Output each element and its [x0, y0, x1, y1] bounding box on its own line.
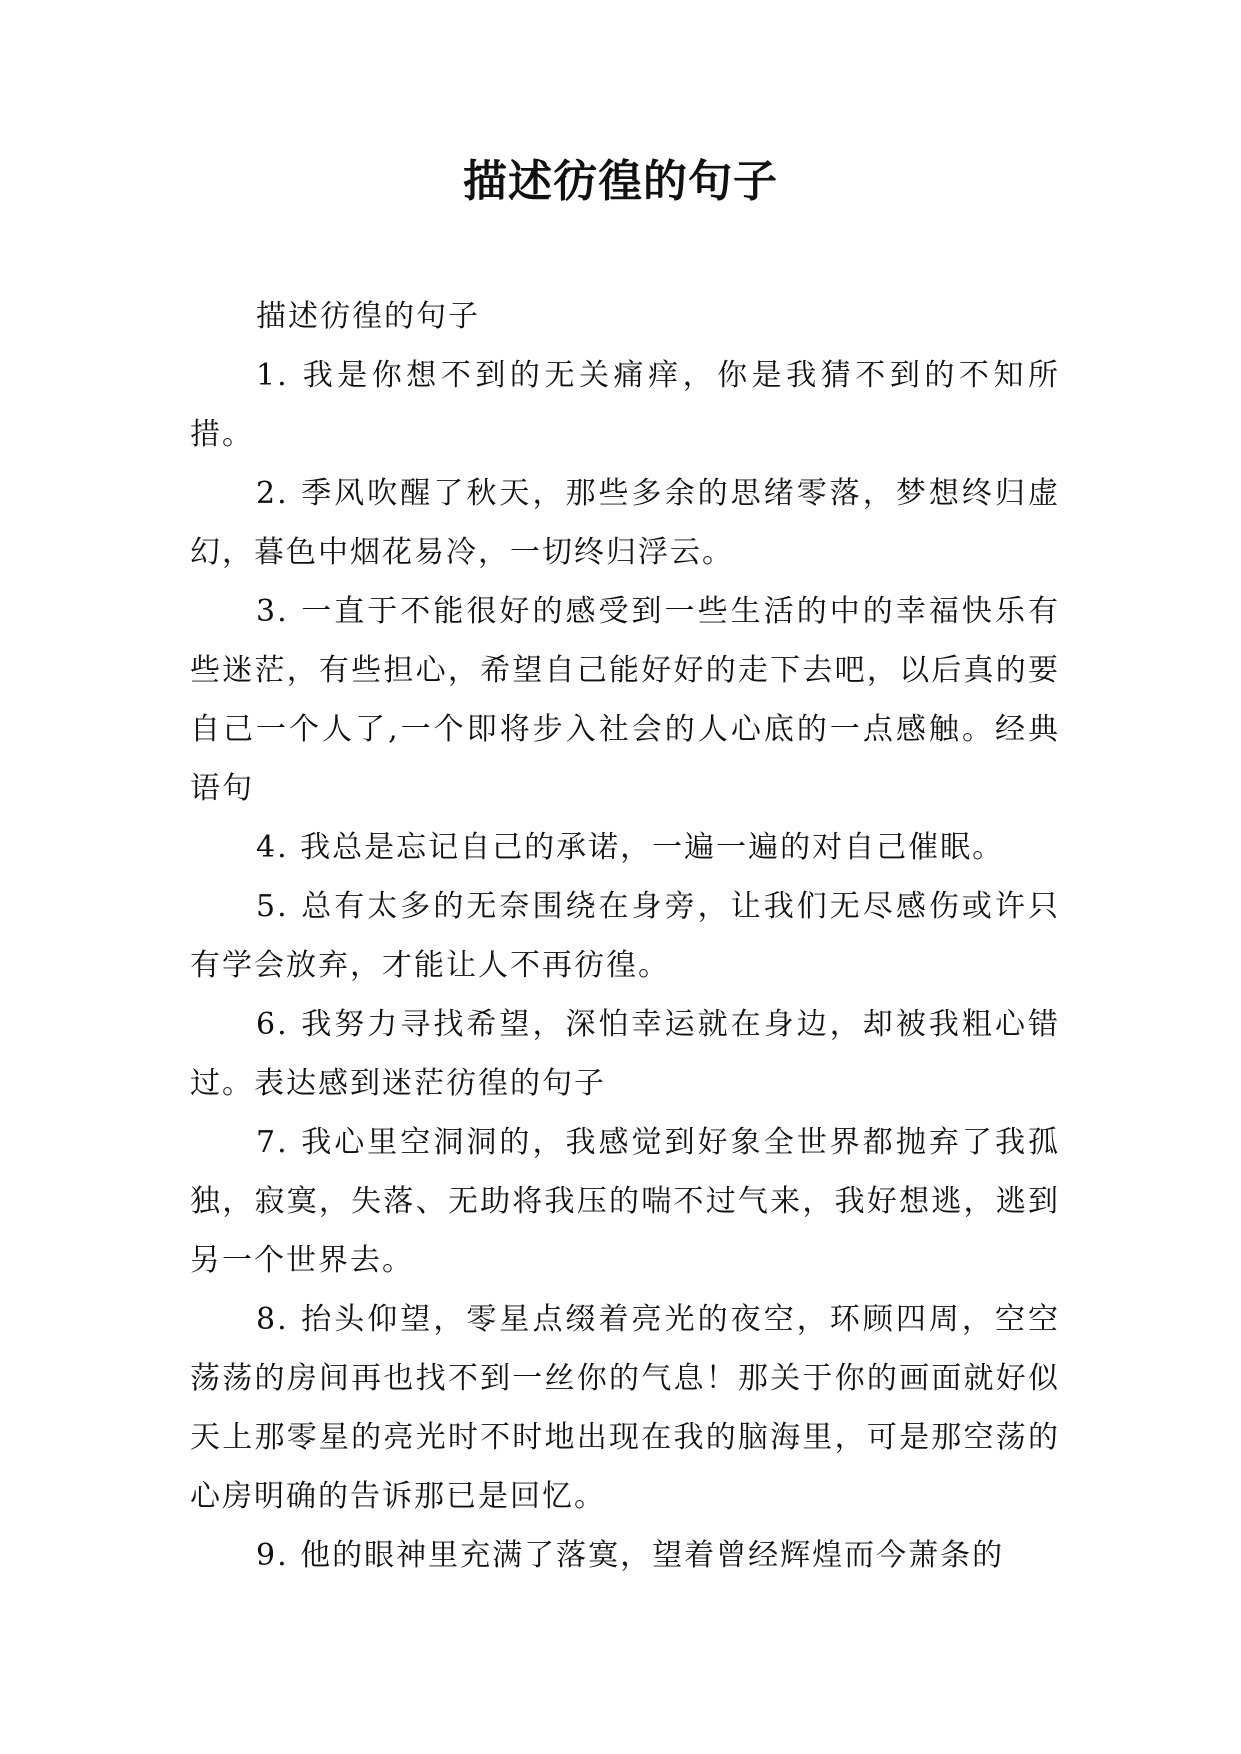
- body-paragraph-heading: 描述彷徨的句子: [256, 299, 480, 334]
- body-paragraph: 1. 我是你想不到的无关痛痒，你是我猜不到的不知所措。: [190, 358, 1060, 452]
- body-paragraph: 9. 他的眼神里充满了落寞，望着曾经辉煌而今萧条的: [256, 1538, 1005, 1573]
- body-paragraph: 4. 我总是忘记自己的承诺，一遍一遍的对自己催眠。: [256, 830, 1005, 865]
- body-paragraph: 6. 我努力寻找希望，深怕幸运就在身边，却被我粗心错过。表达感到迷茫彷徨的句子: [190, 1007, 1060, 1101]
- document-body: [190, 287, 1060, 1585]
- body-paragraph: 7. 我心里空洞洞的，我感觉到好象全世界都抛弃了我孤独，寂寞，失落、无助将我压的喘不过气来，我好想逃，逃到另一个世界去。: [190, 1125, 1060, 1278]
- body-paragraph: 3. 一直于不能很好的感受到一些生活的中的幸福快乐有些迷茫，有些担心，希望自己能好好的走下去吧，以后真的要自己一个人了,一个即将步入社会的人心底的一点感触。经典语句: [190, 594, 1060, 806]
- document-title: 描述彷徨的句子: [463, 156, 778, 207]
- body-paragraph: 2. 季风吹醒了秋天，那些多余的思绪零落，梦想终归虚幻，暮色中烟花易冷，一切终归浮云。: [190, 476, 1060, 570]
- body-paragraph: 5. 总有太多的无奈围绕在身旁，让我们无尽感伤或许只有学会放弃，才能让人不再彷徨。: [190, 889, 1060, 983]
- body-paragraph: 8. 抬头仰望，零星点缀着亮光的夜空，环顾四周，空空荡荡的房间再也找不到一丝你的气息！那关于你的画面就好似天上那零星的亮光时不时地出现在我的脑海里，可是那空荡的心房明确的告诉那已是回忆。: [190, 1302, 1060, 1514]
